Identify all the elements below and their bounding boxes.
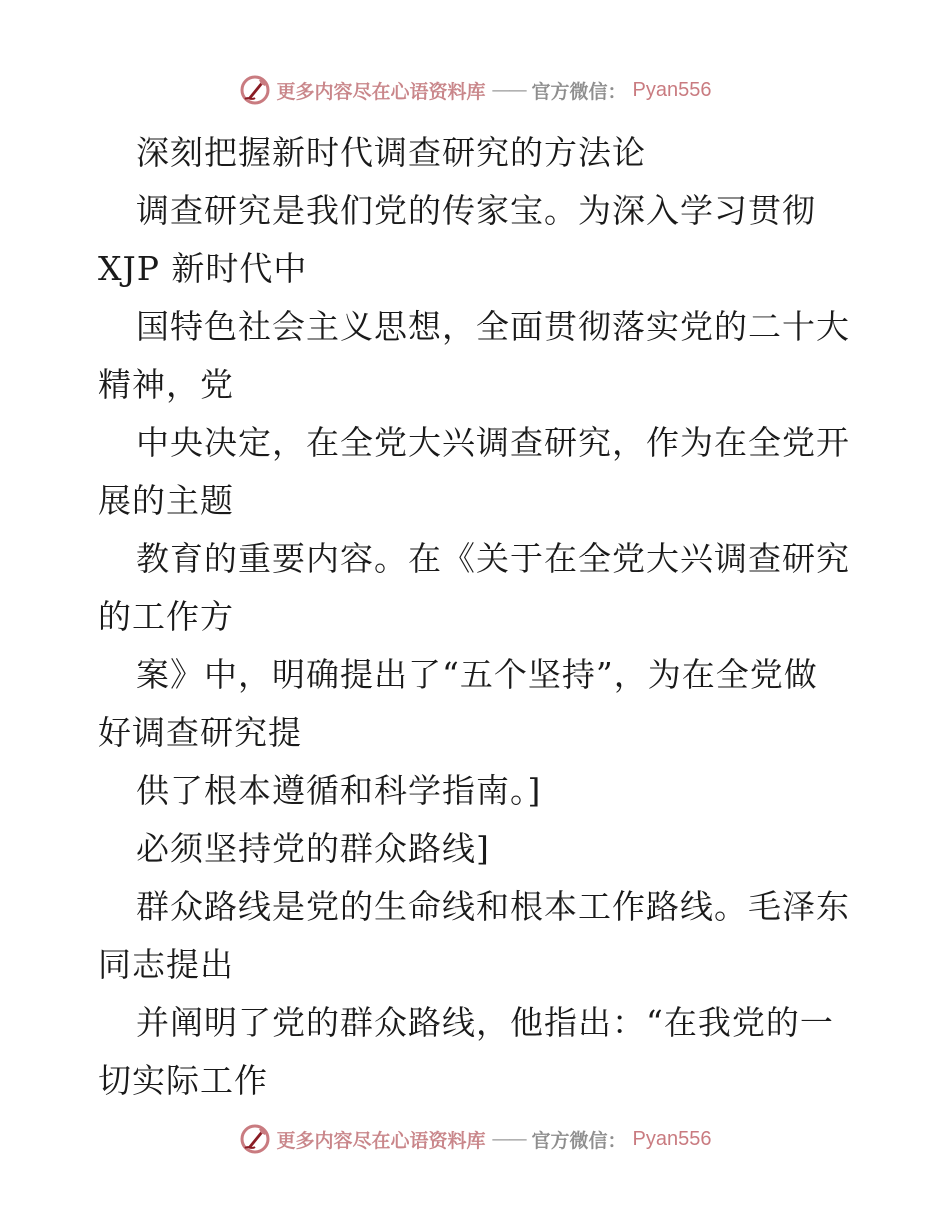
footer-watermark (0, 1121, 950, 1157)
quill-logo-icon (239, 74, 271, 106)
document-line: 国特色社会主义思想，全面贯彻落实党的二十大 (136, 307, 850, 346)
document-line: 深刻把握新时代调查研究的方法论 (136, 133, 646, 172)
document-line: 切实际工作 (98, 1061, 268, 1100)
document-line: 的工作方 (98, 597, 234, 636)
document-line: XJP 新时代中 (98, 249, 308, 288)
document-line: 展的主题 (98, 481, 234, 520)
watermark-dash: —— (491, 1128, 526, 1150)
document-line: 群众路线是党的生命线和根本工作路线。毛泽东 (136, 887, 850, 926)
watermark-text: 更多内容尽在心语资料库 (276, 1129, 486, 1152)
document-line: 教育的重要内容。在《关于在全党大兴调查研究 (136, 539, 850, 578)
quill-logo-icon (239, 1123, 271, 1155)
document-line: 并阐明了党的群众路线，他指出：“在我党的一 (136, 1003, 834, 1042)
document-line: 同志提出 (98, 945, 234, 984)
document-body (98, 124, 858, 1110)
document-line: 案》中，明确提出了“五个坚持”，为在全党做 (136, 655, 818, 694)
watermark-dash: —— (491, 79, 526, 101)
watermark-wechat-id: Pyan556 (632, 78, 712, 101)
watermark-label: 官方微信： (531, 1129, 627, 1152)
document-line: 精神，党 (98, 365, 234, 404)
header-watermark (0, 72, 950, 108)
document-line: 调查研究是我们党的传家宝。为深入学习贯彻 (136, 191, 816, 230)
document-line: 中央决定，在全党大兴调查研究，作为在全党开 (136, 423, 850, 462)
document-line: 好调查研究提 (98, 713, 302, 752)
document-line: 必须坚持党的群众路线] (136, 829, 490, 868)
document-line: 供了根本遵循和科学指南。] (136, 771, 542, 810)
watermark-label: 官方微信： (531, 80, 627, 103)
watermark-text: 更多内容尽在心语资料库 (276, 80, 486, 103)
watermark-wechat-id: Pyan556 (632, 1127, 712, 1150)
